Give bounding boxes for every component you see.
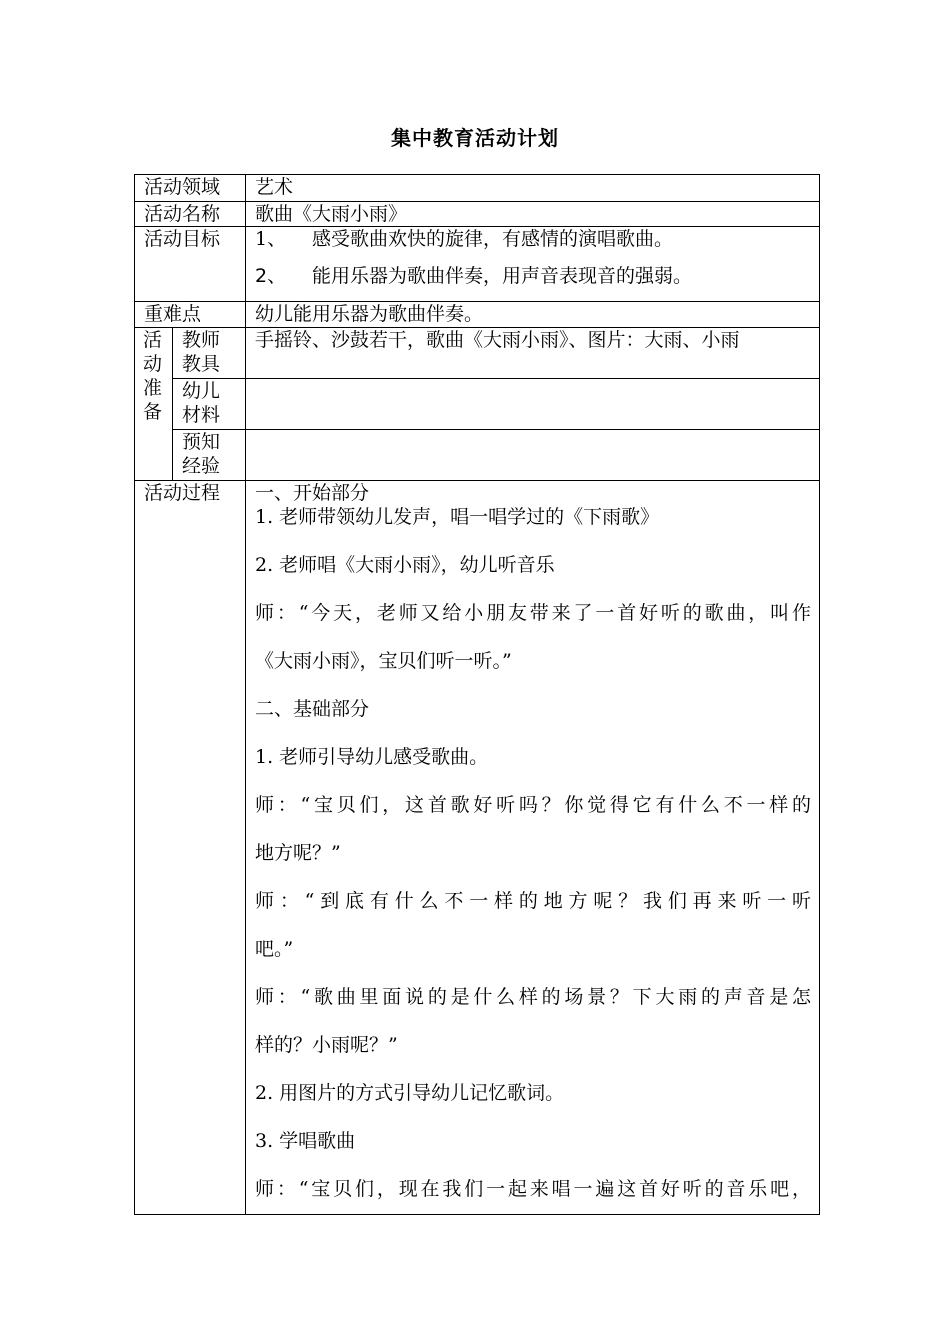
teacher-tools-label-line: 教具 [182,353,221,375]
process-line: 师：“到底有什么不一样的地方呢？我们再来听一听 [255,890,812,912]
row-prep-teacher [135,328,820,379]
domain-label: 活动领域 [135,175,246,202]
goal-text: 能用乐器为歌曲伴奏，用声音表现音的强弱。 [312,265,693,287]
process-line: 样的？小雨呢？” [255,1034,398,1056]
teacher-tools-label-line: 教师 [182,329,221,351]
goal-number: 2、 [255,265,287,287]
teacher-tools-value: 手摇铃、沙鼓若干，歌曲《大雨小雨》、图片：大雨、小雨 [246,328,820,379]
goals-label: 活动目标 [135,227,246,302]
name-value: 歌曲《大雨小雨》 [246,202,820,227]
row-goals [135,227,820,302]
process-line: 二、基础部分 [255,698,370,720]
row-process [135,481,820,1215]
child-materials-label-line: 材料 [182,404,221,426]
process-line: 1. 老师引导幼儿感受歌曲。 [255,746,489,768]
goal-item [255,258,819,295]
teacher-tools-label [173,328,246,379]
goal-number: 1、 [255,228,287,250]
process-line: 师：“宝贝们，这首歌好听吗？你觉得它有什么不一样的 [255,794,812,816]
key-value: 幼儿能用乐器为歌曲伴奏。 [246,302,820,328]
name-label: 活动名称 [135,202,246,227]
row-domain [135,175,820,202]
page-title: 集中教育活动计划 [391,126,559,150]
prior-experience-label [173,430,246,481]
process-line: 师：“宝贝们，现在我们一起来唱一遍这首好听的音乐吧， [255,1178,812,1200]
prior-experience-value [246,430,820,481]
prep-label-char: 活 [143,329,163,351]
row-prep-prior [135,430,820,481]
process-content [246,481,820,1215]
goals-value [246,227,820,302]
key-label: 重难点 [135,302,246,328]
process-line: 2. 用图片的方式引导幼儿记忆歌词。 [255,1082,565,1104]
prep-label-char: 动 [143,353,163,375]
row-key-points [135,302,820,328]
row-prep-child [135,379,820,430]
prep-label [135,328,173,481]
activity-plan-table [134,174,820,1215]
goal-text: 感受歌曲欢快的旋律，有感情的演唱歌曲。 [312,228,674,250]
process-label: 活动过程 [135,481,246,1215]
process-line: 吧。” [255,938,294,960]
prep-label-char: 备 [143,401,163,423]
child-materials-label-line: 幼儿 [182,380,221,402]
row-name [135,202,820,227]
process-line: 地方呢？” [255,842,341,864]
process-line: 1. 老师带领幼儿发声，唱一唱学过的《下雨歌》 [255,506,660,528]
child-materials-label [173,379,246,430]
process-line: 师：“今天，老师又给小朋友带来了一首好听的歌曲，叫作 [255,602,812,624]
process-line: 2. 老师唱《大雨小雨》，幼儿听音乐 [255,554,555,576]
prior-experience-label-line: 经验 [182,455,221,477]
prep-label-char: 准 [143,377,163,399]
process-line: 《大雨小雨》，宝贝们听一听。” [255,650,512,672]
goal-item [255,227,819,259]
child-materials-value [246,379,820,430]
process-line: 一、开始部分 [255,482,370,504]
process-line: 师：“歌曲里面说的是什么样的场景？下大雨的声音是怎 [255,986,812,1008]
prior-experience-label-line: 预知 [182,431,221,453]
process-line: 3. 学唱歌曲 [255,1130,356,1152]
domain-value: 艺术 [246,175,820,202]
